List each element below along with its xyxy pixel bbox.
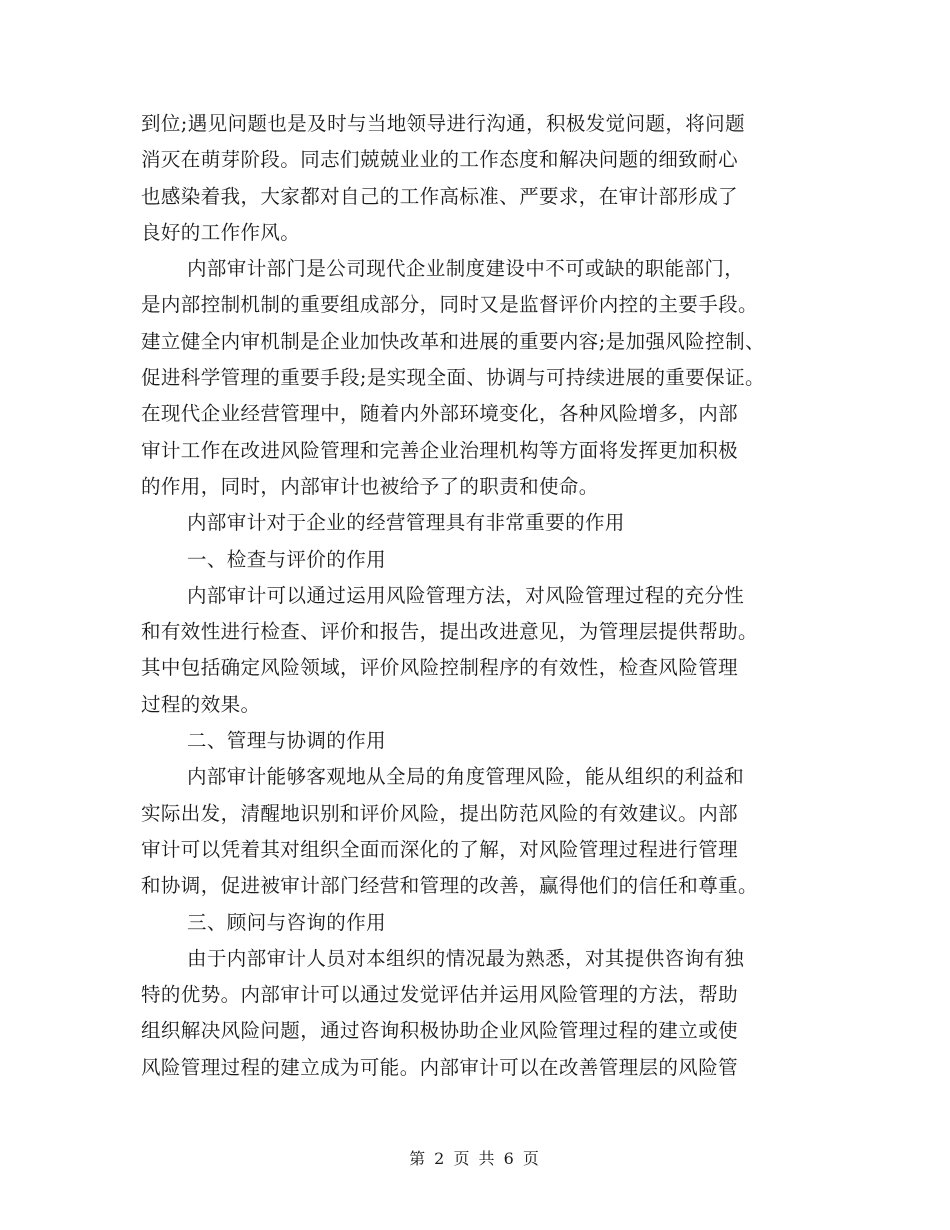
text-line: 组织解决风险问题，通过咨询积极协助企业风险管理过程的建立或使 [141, 1019, 739, 1043]
text-line: 和有效性进行检查、评价和报告，提出改进意见，为管理层提供帮助。 [141, 620, 758, 644]
text-line: 一、检查与评价的作用 [187, 547, 387, 571]
text-line: 特的优势。内部审计可以通过发觉评估并运用风险管理的方法，帮助 [141, 983, 739, 1007]
text-line: 良好的工作作风。 [141, 220, 301, 244]
text-line: 是内部控制机制的重要组成部分，同时又是监督评价内控的主要手段。 [141, 293, 758, 317]
page-number-footer: 第 2 页 共 6 页 [409, 1149, 541, 1168]
text-line: 和协调，促进被审计部门经营和管理的改善，赢得他们的信任和尊重。 [141, 874, 758, 898]
text-line: 也感染着我，大家都对自己的工作高标准、严要求，在审计部形成了 [141, 184, 739, 208]
text-line: 的作用，同时，内部审计也被给予了的职责和使命。 [141, 474, 599, 498]
text-line: 到位;遇见问题也是及时与当地领导进行沟通，积极发觉问题，将问题 [141, 112, 745, 135]
text-line: 促进科学管理的重要手段;是实现全面、协调与可持续进展的重要保证。 [141, 366, 765, 390]
text-line: 内部审计可以通过运用风险管理方法，对风险管理过程的充分性 [187, 583, 745, 607]
document-body [141, 106, 821, 1086]
text-line: 由于内部审计人员对本组织的情况最为熟悉，对其提供咨询有独 [187, 946, 745, 970]
text-line: 内部审计对于企业的经营管理具有非常重要的作用 [187, 511, 625, 535]
text-line: 实际出发，清醒地识别和评价风险，提出防范风险的有效建议。内部 [141, 801, 739, 825]
text-line: 内部审计能够客观地从全局的角度管理风险，能从组织的利益和 [187, 765, 745, 789]
text-line: 三、顾问与咨询的作用 [187, 910, 387, 934]
text-line: 消灭在萌芽阶段。同志们兢兢业业的工作态度和解决问题的细致耐心 [141, 148, 739, 172]
text-line: 过程的效果。 [141, 692, 261, 716]
text-line: 风险管理过程的建立成为可能。内部审计可以在改善管理层的风险管 [141, 1055, 739, 1079]
text-line: 建立健全内审机制是企业加快改革和进展的重要内容;是加强风险控制、 [141, 329, 765, 353]
text-line: 在现代企业经营管理中，随着内外部环境变化，各种风险增多，内部 [141, 402, 739, 426]
text-line: 其中包括确定风险领域，评价风险控制程序的有效性，检查风险管理 [141, 656, 739, 680]
text-line: 内部审计部门是公司现代企业制度建设中不可或缺的职能部门， [187, 257, 745, 281]
text-line: 审计可以凭着其对组织全面而深化的了解，对风险管理过程进行管理 [141, 837, 739, 861]
text-line: 审计工作在改进风险管理和完善企业治理机构等方面将发挥更加积极 [141, 438, 739, 462]
text-line: 二、管理与协调的作用 [187, 729, 387, 753]
